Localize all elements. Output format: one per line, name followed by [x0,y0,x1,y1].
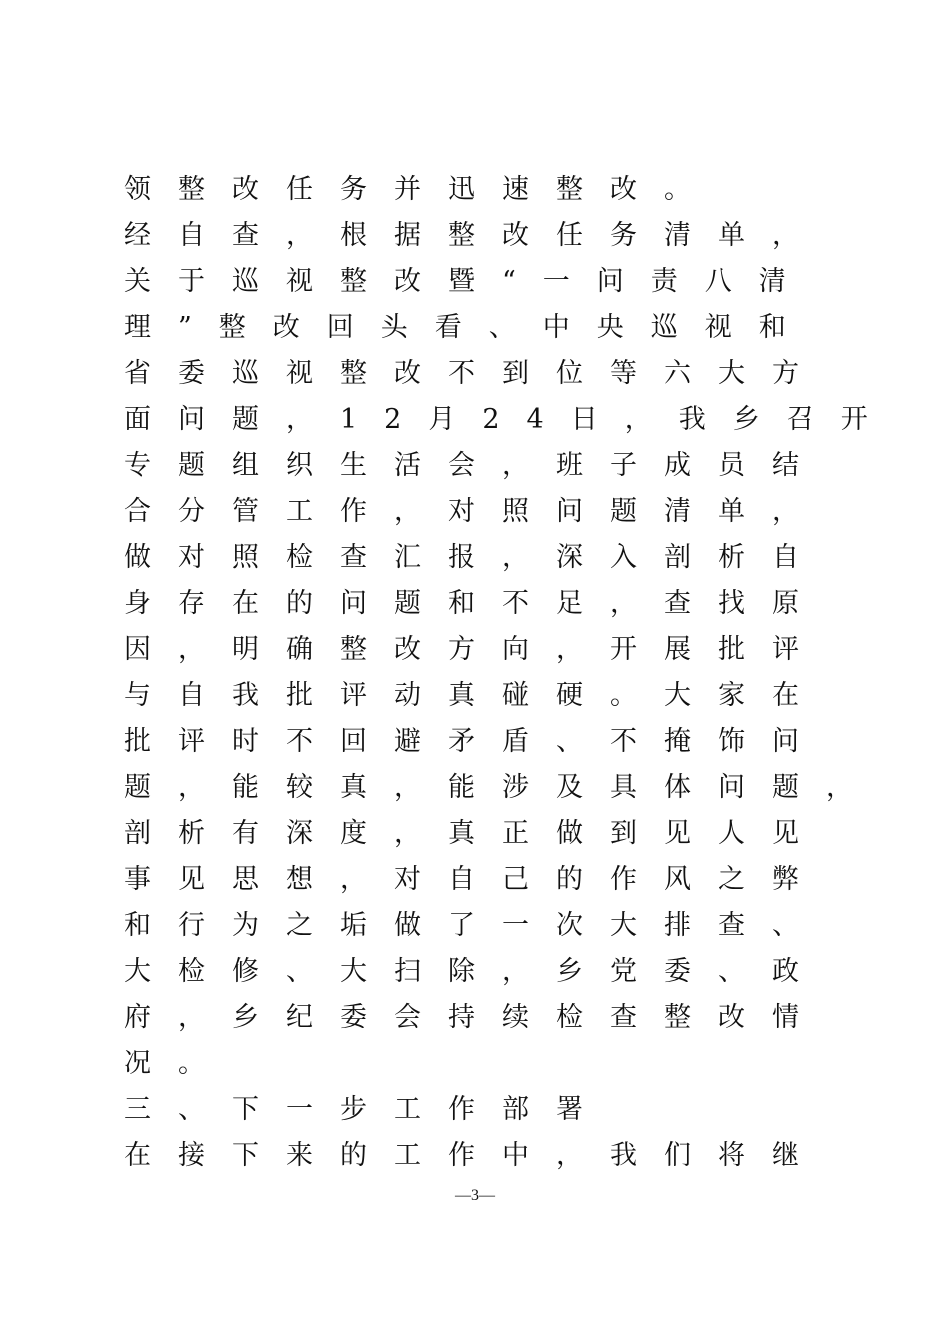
text-line: 和行为之垢做了一次大排查、 [124,910,826,941]
text-line: 面问题，12月24日，我乡召开 [124,404,895,435]
text-line: 经自查，根据整改任务清单， [124,220,826,251]
text-line: 合分管工作，对照问题清单， [124,496,826,527]
text-line: 府，乡纪委会持续检查整改情 [124,1002,826,1033]
text-line: 省委巡视整改不到位等六大方 [124,358,826,389]
text-line: 况。 [124,1048,232,1079]
text-line: 大检修、大扫除，乡党委、政 [124,956,826,987]
body-text [124,167,895,1179]
text-line: 与自我批评动真碰硬。大家在 [124,680,826,711]
text-line: 专题组织生活会，班子成员结 [124,450,826,481]
text-line: 因，明确整改方向，开展批评 [124,634,826,665]
text-line: 做对照检查汇报，深入剖析自 [124,542,826,573]
text-line: 领整改任务并迅速整改。 [124,174,718,205]
text-line: 题，能较真，能涉及具体问题， [124,772,880,803]
text-line: 在接下来的工作中，我们将继 [124,1140,826,1171]
text-line: 批评时不回避矛盾、不掩饰问 [124,726,826,757]
text-line: 关于巡视整改暨“一问责八清 [124,266,813,297]
text-line: 剖析有深度，真正做到见人见 [124,818,826,849]
section-heading: 三、下一步工作部署 [124,1094,610,1125]
text-line: 理”整改回头看、中央巡视和 [124,312,813,343]
page-number: —3— [455,1187,495,1204]
text-line: 身存在的问题和不足，查找原 [124,588,826,619]
text-line: 事见思想，对自己的作风之弊 [124,864,826,895]
